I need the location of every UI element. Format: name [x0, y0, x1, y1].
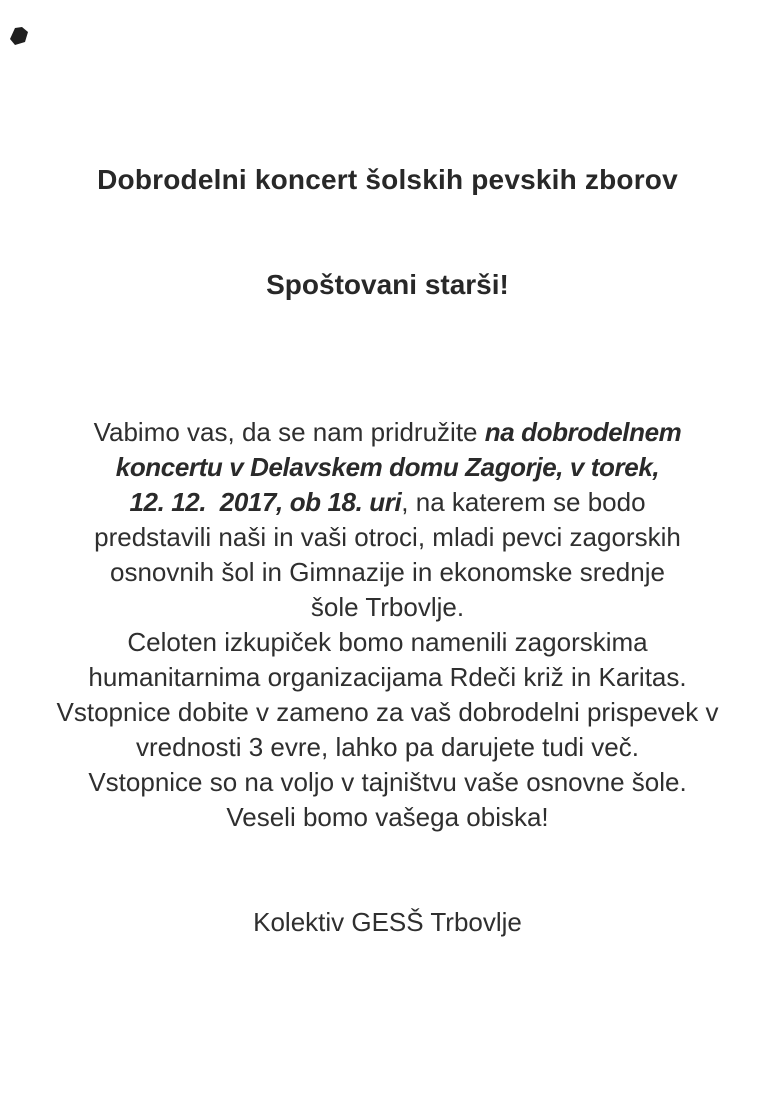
letter-salutation: Spoštovani starši! — [266, 269, 509, 300]
text-segment: Vabimo vas, da se nam pridružite — [93, 417, 485, 447]
letter-content — [12, 0, 763, 1100]
text-segment: predstavili naši in vaši otroci, mladi pevci zagorskih — [94, 522, 681, 552]
text-segment: , na katerem se bodo — [401, 487, 646, 517]
text-segment: Vstopnice dobite v zameno za vaš dobrodelni prispevek v — [56, 697, 719, 727]
text-segment: Vstopnice so na voljo v tajništvu vaše osnovne šole. — [88, 767, 687, 797]
letter-title: Dobrodelni koncert šolskih pevskih zborov — [97, 164, 678, 195]
text-segment: 12. 12. 2017, ob 18. uri — [129, 487, 402, 517]
body-line — [12, 625, 763, 660]
text-segment: osnovnih šol in Gimnazije in ekonomske srednje — [110, 557, 665, 587]
body-line — [12, 520, 763, 555]
body-line — [12, 590, 763, 625]
letter-body — [12, 415, 763, 835]
body-line — [12, 765, 763, 800]
body-line — [12, 800, 763, 835]
body-line — [12, 695, 763, 730]
text-segment: vrednosti 3 evre, lahko pa darujete tudi več. — [136, 732, 639, 762]
body-line — [12, 730, 763, 765]
body-line — [12, 450, 763, 485]
body-line — [12, 485, 763, 520]
text-segment: Veseli bomo vašega obiska! — [226, 802, 549, 832]
letter-signature: Kolektiv GESŠ Trbovlje — [253, 907, 522, 937]
body-line — [12, 660, 763, 695]
body-line — [12, 555, 763, 590]
text-segment: humanitarnima organizacijama Rdeči križ in Karitas. — [88, 662, 687, 692]
text-segment: šole Trbovlje. — [310, 592, 465, 622]
text-segment: koncertu v Delavskem domu Zagorje, v torek, — [115, 452, 660, 482]
body-line — [12, 415, 763, 450]
text-segment: na dobrodelnem — [484, 417, 682, 447]
text-segment: Celoten izkupiček bomo namenili zagorskima — [127, 627, 648, 657]
